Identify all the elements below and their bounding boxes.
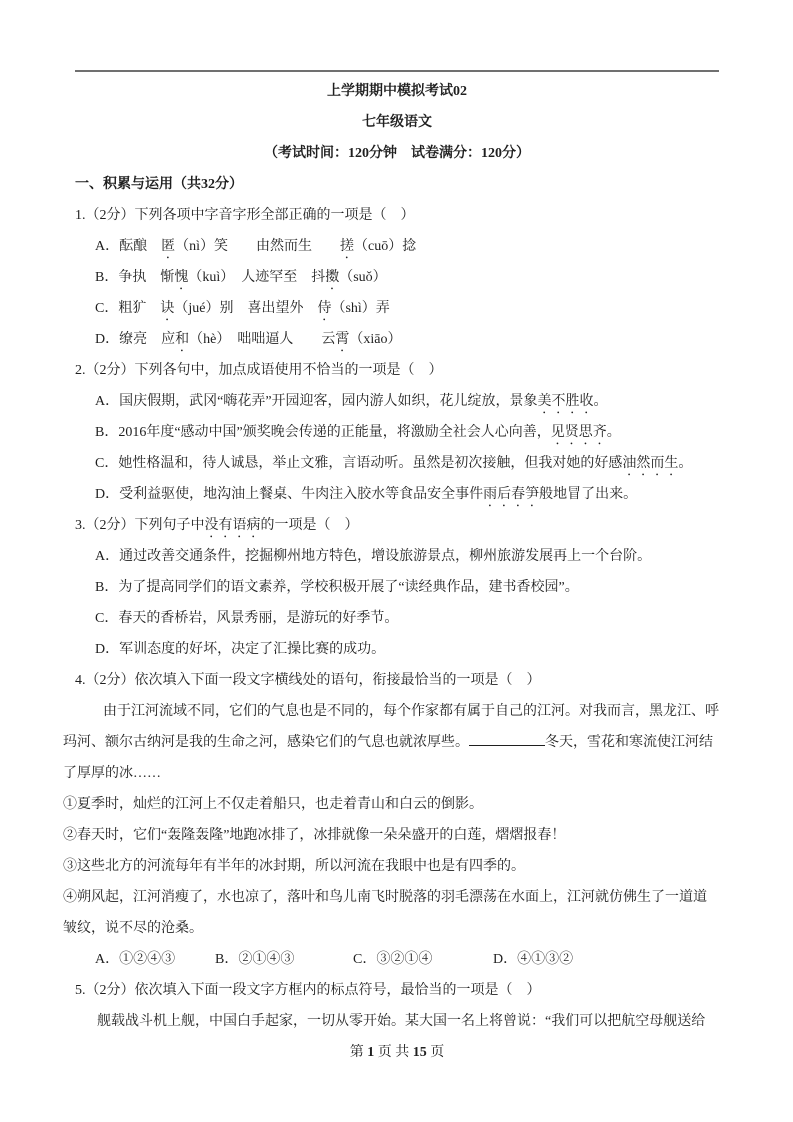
- q2-stem: 2.（2分）下列各句中，加点成语使用不恰当的一项是（ ）: [75, 363, 443, 378]
- exam-subject: 七年级语文: [362, 115, 432, 130]
- q1-stem: 1.（2分）下列各项中字音字形全部正确的一项是（ ）: [75, 208, 415, 223]
- page-content: [63, 76, 731, 1068]
- q3-option-b: B．为了提高同学们的语文素养，学校积极开展了“读经典作品，建书香校园”。: [95, 580, 579, 595]
- q4-sentence-3: ③这些北方的河流每年有半年的冰封期，所以河流在我眼中也是有四季的。: [63, 859, 525, 874]
- q4-stem: 4.（2分）依次填入下面一段文字横线处的语句，衔接最恰当的一项是（ ）: [75, 673, 541, 688]
- q3-stem: 3.（2分）下列句子中没有语病的一项是（ ）: [75, 518, 359, 533]
- q1-option-d: D．缭亮 应和（hè） 咄咄逼人 云霄（xiāo）: [95, 332, 402, 347]
- q5-paragraph-line-1: 舰载战斗机上舰，中国白手起家，一切从零开始。某大国一名上将曾说：“我们可以把航空母舰送给: [97, 1014, 706, 1029]
- q2-option-c: C．她性格温和，待人诚恳，举止文雅，言语动听。虽然是初次接触，但我对她的好感油然而生。: [95, 456, 693, 471]
- q4-choice-d: D．④①③②: [493, 952, 574, 967]
- q4-paragraph-line-2: 玛河、额尔古纳河是我的生命之河，感染它们的气息也就浓厚些。 冬天，雪花和寒流使江河结: [63, 727, 731, 758]
- page-footer: 第 1 页 共 15 页: [349, 1045, 445, 1060]
- exam-title: 上学期期中模拟考试02: [327, 84, 467, 99]
- q4-choice-a: A．①②④③: [95, 952, 176, 967]
- q1-option-a: A．酝酿 匿（nì）笑 由然而生 搓（cuō）捻: [95, 239, 417, 254]
- q4-sentence-4-line-2: 皱纹，说不尽的沧桑。: [63, 921, 203, 936]
- q4-choice-c: C．③②①④: [353, 952, 433, 967]
- q3-option-d: D．军训态度的好坏，决定了汇操比赛的成功。: [95, 642, 386, 657]
- q4-choice-b: B．②①④③: [215, 952, 295, 967]
- q5-stem: 5.（2分）依次填入下面一段文字方框内的标点符号，最恰当的一项是（ ）: [75, 983, 541, 998]
- exam-info: （考试时间：120分钟 试卷满分：120分）: [264, 146, 530, 161]
- q2-option-d: D．受利益驱使，地沟油上餐桌、牛肉注入胶水等食品安全事件雨后春笋般地冒了出来。: [95, 487, 638, 502]
- q4-sentence-2: ②春天时，它们“轰隆轰隆”地跑冰排了，冰排就像一朵朵盛开的白莲，熠熠报春！: [63, 828, 566, 843]
- q3-option-c: C．春天的香桥岩，风景秀丽，是游玩的好季节。: [95, 611, 399, 626]
- header-rule: [75, 70, 719, 72]
- section-title: 一、积累与运用（共32分）: [75, 177, 243, 192]
- q1-option-b: B．争执 惭愧（kuì） 人迹罕至 抖擞（suǒ）: [95, 270, 387, 285]
- q2-option-a: A．国庆假期，武冈“嗨花弄”开园迎客，园内游人如织，花儿绽放，景象美不胜收。: [95, 394, 608, 409]
- q3-option-a: A．通过改善交通条件，挖掘柳州地方特色，增设旅游景点，柳州旅游发展再上一个台阶。: [95, 549, 652, 564]
- q2-option-b: B．2016年度“感动中国”颁奖晚会传递的正能量，将激励全社会人心向善，见贤思齐。: [95, 425, 621, 440]
- q4-paragraph-line-1: 由于江河流域不同，它们的气息也是不同的，每个作家都有属于自己的江河。对我而言，黑龙江、呼: [103, 704, 719, 719]
- q4-paragraph-line-3: 了厚厚的冰……: [63, 766, 161, 781]
- q4-sentence-1: ①夏季时，灿烂的江河上不仅走着船只，也走着青山和白云的倒影。: [63, 797, 483, 812]
- q4-sentence-4-line-1: ④朔风起，江河消瘦了，水也凉了，落叶和鸟儿南飞时脱落的羽毛漂荡在水面上，江河就仿佛生了一道道: [63, 890, 707, 905]
- q4-choices-row: [63, 944, 731, 975]
- q1-option-c: C．粗犷 诀（jué）别 喜出望外 侍（shì）弄: [95, 301, 390, 316]
